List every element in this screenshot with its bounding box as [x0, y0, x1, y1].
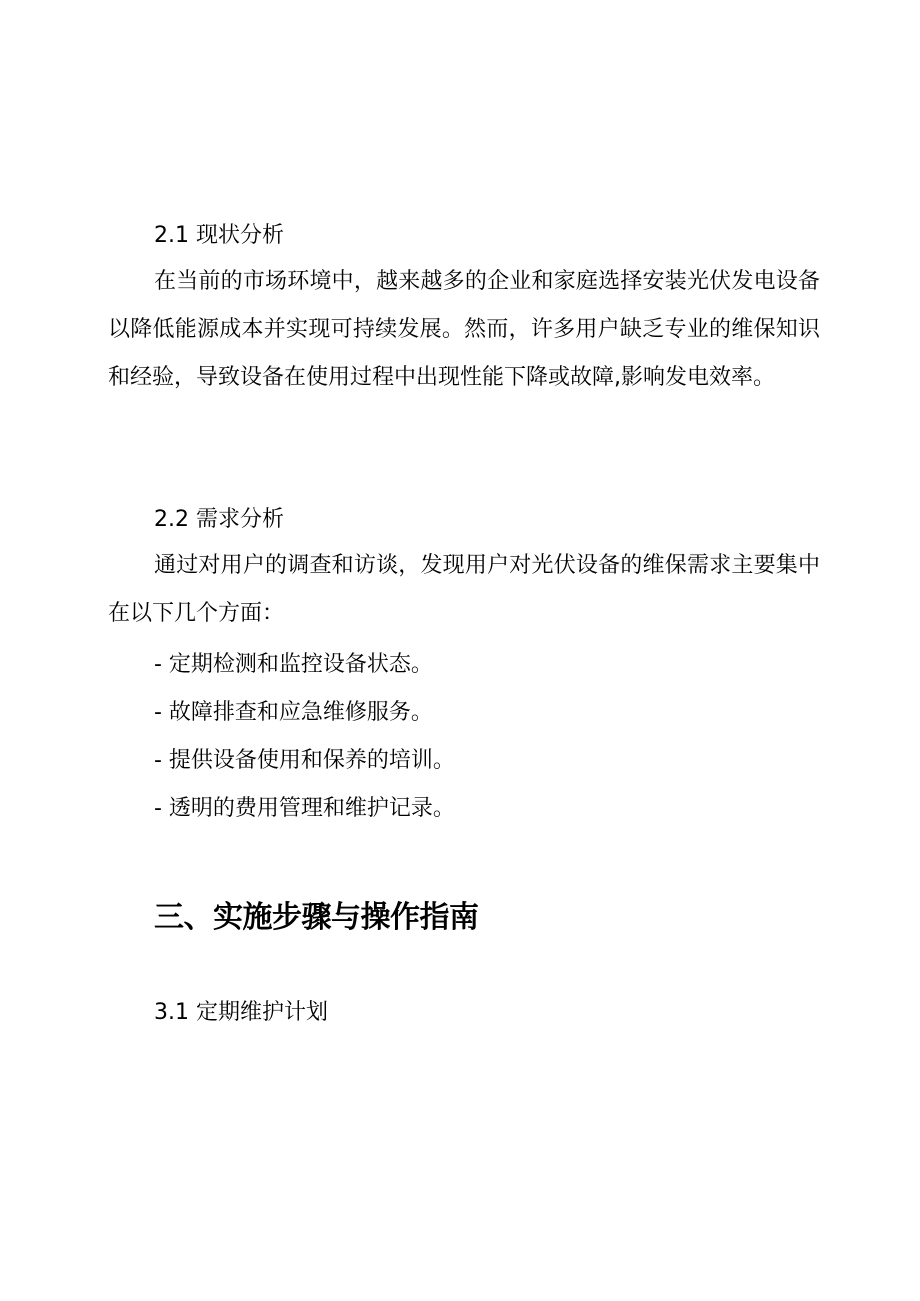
section-2-2-paragraph: 通过对用户的调查和访谈，发现用户对光伏设备的维保需求主要集中在以下几个方面：	[108, 553, 820, 626]
section-2-2-heading: 2.2 需求分析	[154, 507, 284, 532]
requirements-list	[154, 641, 455, 833]
section-2-1-heading: 2.1 现状分析	[154, 223, 284, 248]
list-item: - 透明的费用管理和维护记录。	[154, 796, 455, 821]
section-2-1-paragraph: 在当前的市场环境中，越来越多的企业和家庭选择安装光伏发电设备以降低能源成本并实现可持续发展。然而，许多用户缺乏专业的维保知识和经验，导致设备在使用过程中出现性能下降或故障,影响发电效率。	[108, 269, 820, 390]
list-item: - 定期检测和监控设备状态。	[154, 652, 433, 677]
list-item: - 故障排查和应急维修服务。	[154, 700, 433, 725]
section-3-1-heading: 3.1 定期维护计划	[154, 1000, 328, 1025]
list-item: - 提供设备使用和保养的培训。	[154, 748, 455, 773]
chapter-3-heading: 三、实施步骤与操作指南	[154, 900, 479, 935]
